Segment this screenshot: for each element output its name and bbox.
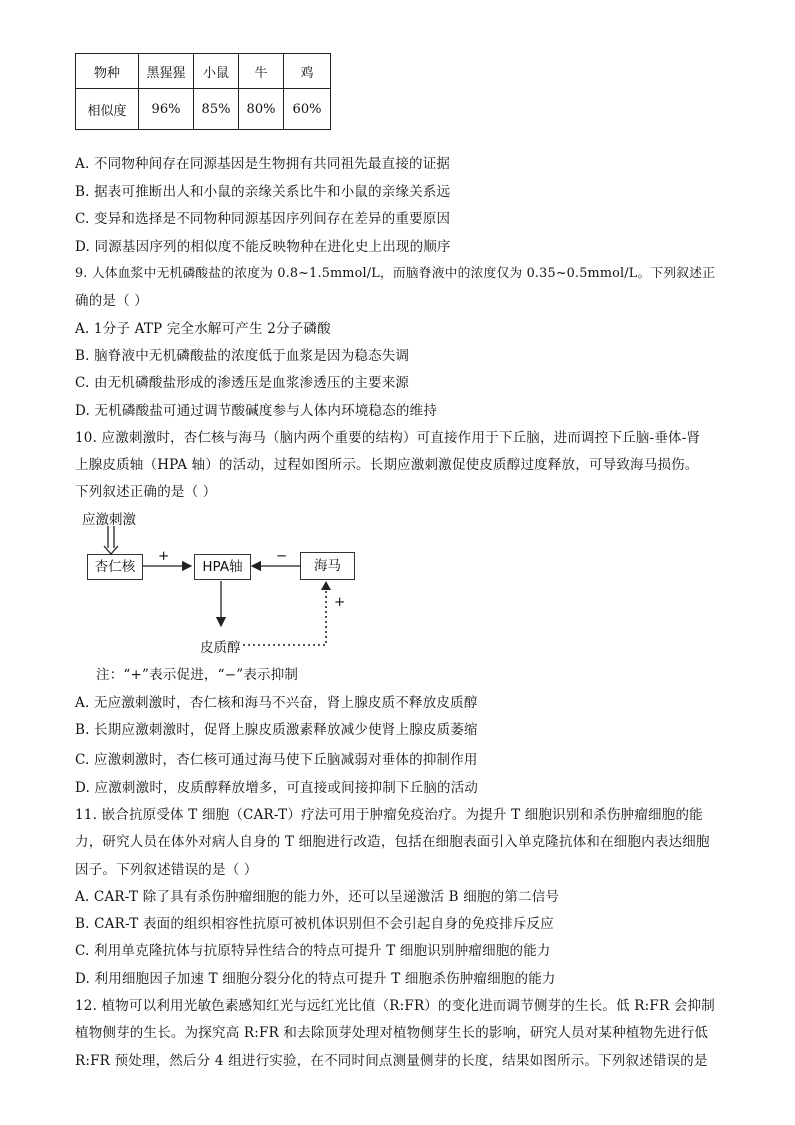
q11-option-a: A. CAR-T 除了具有杀伤肿瘤细胞的能力外，还可以呈递激活 B 细胞的第二信号 [75, 889, 560, 905]
q10-stem-line-1: 10. 应激刺激时，杏仁核与海马（脑内两个重要的结构）可直接作用于下丘脑，进而调控下丘脑-垂体-肾 [75, 430, 701, 446]
amygdala-box: 杏仁核 [87, 554, 143, 580]
table-cell: 物种 [76, 54, 139, 89]
q11-option-b: B. CAR-T 表面的组织相容性抗原可被机体识别但不会引起自身的免疫排斥反应 [75, 916, 554, 932]
q10-stem-line-3: 下列叙述正确的是（ ） [75, 484, 217, 500]
q8-option-d: D. 同源基因序列的相似度不能反映物种在进化史上出现的顺序 [75, 239, 451, 255]
promote-sign: + [158, 548, 170, 564]
table-cell: 鸡 [284, 54, 331, 89]
q9-stem-line-1: 9. 人体血浆中无机磷酸盐的浓度为 0.8~1.5mmol/L，而脑脊液中的浓度仅为 0.35~0.5mmol/L。下列叙述正 [75, 266, 716, 281]
hpa-axis-box: HPA轴 [194, 554, 251, 580]
table-cell: 牛 [239, 54, 284, 89]
hippocampus-box: 海马 [300, 552, 355, 580]
promote-sign-2: + [334, 594, 346, 610]
stimulus-label: 应激刺激 [82, 512, 136, 528]
q8-option-a: A. 不同物种间存在同源基因是生物拥有共同祖先最直接的证据 [75, 156, 451, 172]
q10-option-d: D. 应激刺激时，皮质醇释放增多，可直接或间接抑制下丘脑的活动 [75, 780, 479, 796]
cortisol-label: 皮质醇 [200, 640, 241, 656]
table-cell: 小鼠 [194, 54, 239, 89]
q9-option-d: D. 无机磷酸盐可通过调节酸碱度参与人体内环境稳态的维持 [75, 403, 438, 419]
table-cell: 相似度 [76, 89, 139, 130]
q10-option-c: C. 应激刺激时，杏仁核可通过海马使下丘脑减弱对垂体的抑制作用 [75, 752, 478, 768]
table-cell: 85% [194, 89, 239, 130]
q11-option-d: D. 利用细胞因子加速 T 细胞分裂分化的特点可提升 T 细胞杀伤肿瘤细胞的能力 [75, 971, 556, 987]
cortisol-arrow-head [321, 581, 331, 590]
q8-option-b: B. 据表可推断出人和小鼠的亲缘关系比牛和小鼠的亲缘关系远 [75, 184, 451, 200]
q11-stem-line-2: 力，研究人员在体外对病人自身的 T 细胞进行改造，包括在细胞表面引入单克隆抗体和在细胞内表达细胞 [75, 834, 710, 850]
q11-stem-line-3: 因子。下列叙述错误的是（ ） [75, 862, 258, 878]
q12-stem-line-3: R:FR 预处理，然后分 4 组进行实验，在不同时间点测量侧芽的长度，结果如图所示。下列叙述错误的是 [75, 1053, 708, 1069]
q12-stem-line-1: 12. 植物可以利用光敏色素感知红光与远红光比值（R:FR）的变化进而调节侧芽的生长。低 R:FR 会抑制 [75, 998, 715, 1014]
table-cell: 黑猩猩 [139, 54, 194, 89]
q10-option-a: A. 无应激刺激时，杏仁核和海马不兴奋，肾上腺皮质不释放皮质醇 [75, 695, 478, 711]
q9-option-a: A. 1分子 ATP 完全水解可产生 2分子磷酸 [75, 321, 331, 337]
table-cell: 60% [284, 89, 331, 130]
stimulus-arrow-head [104, 546, 118, 554]
q9-option-c: C. 由无机磷酸盐形成的渗透压是血浆渗透压的主要来源 [75, 375, 410, 391]
q10-option-b: B. 长期应激刺激时，促肾上腺皮质激素释放减少使肾上腺皮质萎缩 [75, 722, 478, 738]
table-cell: 80% [239, 89, 284, 130]
q9-stem-line-2: 确的是（ ） [75, 293, 148, 309]
q11-option-c: C. 利用单克隆抗体与抗原特异性结合的特点可提升 T 细胞识别肿瘤细胞的能力 [75, 943, 551, 959]
diagram-note: 注：“+”表示促进，“−”表示抑制 [96, 667, 299, 683]
q9-option-b: B. 脑脊液中无机磷酸盐的浓度低于血浆是因为稳态失调 [75, 348, 410, 364]
q12-stem-line-2: 植物侧芽的生长。为探究高 R:FR 和去除顶芽处理对植物侧芽生长的影响，研究人员对某种植物先进行低 [75, 1025, 709, 1041]
q11-stem-line-1: 11. 嵌合抗原受体 T 细胞（CAR-T）疗法可用于肿瘤免疫治疗。为提升 T 细胞识别和杀伤肿瘤细胞的能 [75, 807, 703, 823]
q10-stem-line-2: 上腺皮质轴（HPA 轴）的活动，过程如图所示。长期应激刺激促使皮质醇过度释放，可导致海马损伤。 [75, 457, 699, 473]
table-cell: 96% [139, 89, 194, 130]
inhibit-sign: − [276, 548, 288, 564]
cortisol-to-hippocampus-arrow [243, 586, 326, 645]
q8-option-c: C. 变异和选择是不同物种同源基因序列间存在差异的重要原因 [75, 211, 451, 227]
